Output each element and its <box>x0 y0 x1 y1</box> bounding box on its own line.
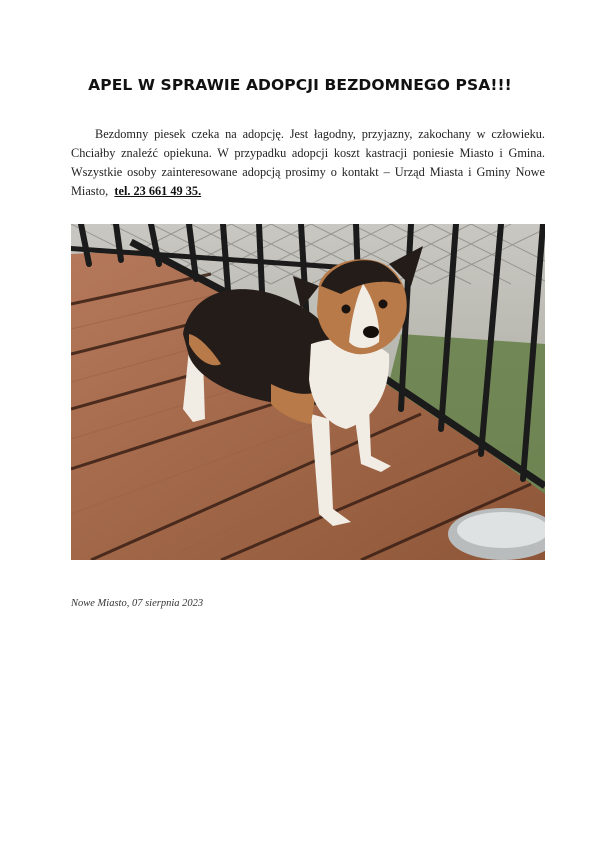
dog-photo <box>71 224 545 560</box>
appeal-paragraph <box>71 125 545 201</box>
contact-phone: tel. 23 661 49 35. <box>114 184 202 198</box>
page-title: APEL W SPRAWIE ADOPCJI BEZDOMNEGO PSA!!! <box>88 76 512 94</box>
date-location-footer: Nowe Miasto, 07 sierpnia 2023 <box>71 598 204 609</box>
dog-photo-icon <box>71 224 545 560</box>
appeal-text: Bezdomny piesek czeka na adopcję. Jest łagodny, przyjazny, zakochany w człowieku. Chciałby znaleźć opiekuna. W przypadku adopcji koszt kastracji poniesie Miasto i Gmina. Wszystkie osoby zainteresowane adopcją prosimy o kontakt – Urząd Miasta i Gminy Nowe Miasto, <box>71 127 545 198</box>
